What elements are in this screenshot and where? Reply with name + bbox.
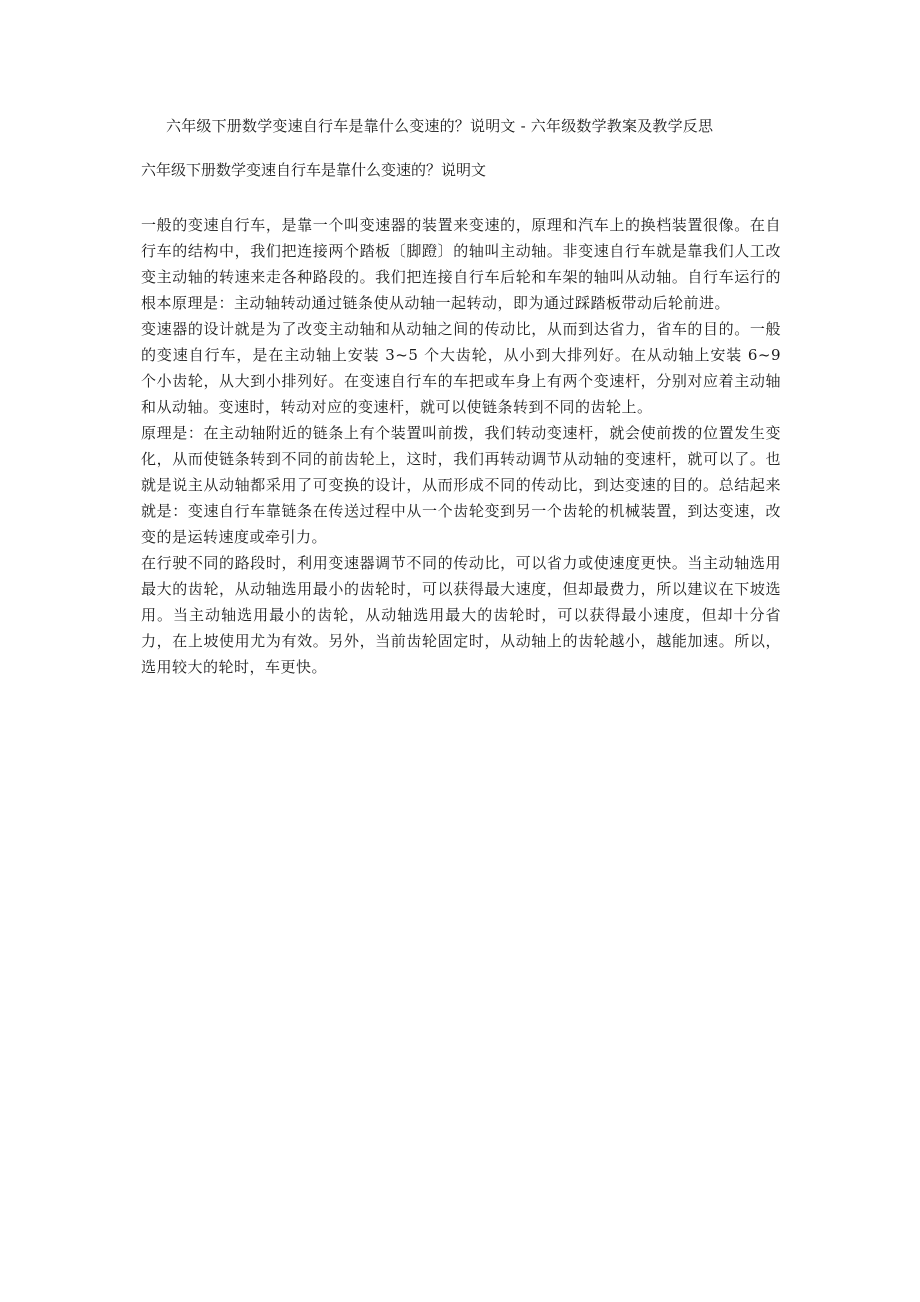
document-subtitle: 六年级下册数学变速自行车是靠什么变速的？说明文 <box>141 161 487 179</box>
paragraph-1: 一般的变速自行车，是靠一个叫变速器的装置来变速的，原理和汽车上的换档装置很像。在自行车的结构中，我们把连接两个踏板〔脚蹬〕的轴叫主动轴。非变速自行车就是靠我们人工改变主动轴的转速来走各种路段的。我们把连接自行车后轮和车架的轴叫从动轴。自行车运行的根本原理是：主动轴转动通过链条使从动轴一起转动，即为通过踩踏板带动后轮前进。 <box>141 216 781 312</box>
paragraph-3: 原理是：在主动轴附近的链条上有个装置叫前拨，我们转动变速杆，就会使前拨的位置发生变化，从而使链条转到不同的前齿轮上，这时，我们再转动调节从动轴的变速杆，就可以了。也就是说主从动轴都采用了可变换的设计，从而形成不同的传动比，到达变速的目的。总结起来就是：变速自行车靠链条在传送过程中从一个齿轮变到另一个齿轮的机械装置，到达变速，改变的是运转速度或牵引力。 <box>141 424 781 546</box>
paragraph-4: 在行驶不同的路段时，利用变速器调节不同的传动比，可以省力或使速度更快。当主动轴选用最大的齿轮，从动轴选用最小的齿轮时，可以获得最大速度，但却最费力，所以建议在下坡选用。当主动轴选用最小的齿轮，从动轴选用最大的齿轮时，可以获得最小速度，但却十分省力，在上坡使用尤为有效。另外，当前齿轮固定时，从动轴上的齿轮越小，越能加速。所以，选用较大的轮时，车更快。 <box>141 554 781 676</box>
paragraph-2: 变速器的设计就是为了改变主动轴和从动轴之间的传动比，从而到达省力，省车的目的。一般的变速自行车，是在主动轴上安装 3~5 个大齿轮，从小到大排列好。在从动轴上安装 6~9 个小齿轮，从大到小排列好。在变速自行车的车把或车身上有两个变速杆，分别对应着主动轴和从动轴。变速时，转动对应的变速杆，就可以使链条转到不同的齿轮上。 <box>141 320 781 416</box>
document-title: 六年级下册数学变速自行车是靠什么变速的？说明文 - 六年级数学教案及教学反思 <box>166 117 714 135</box>
document-body <box>141 212 781 680</box>
